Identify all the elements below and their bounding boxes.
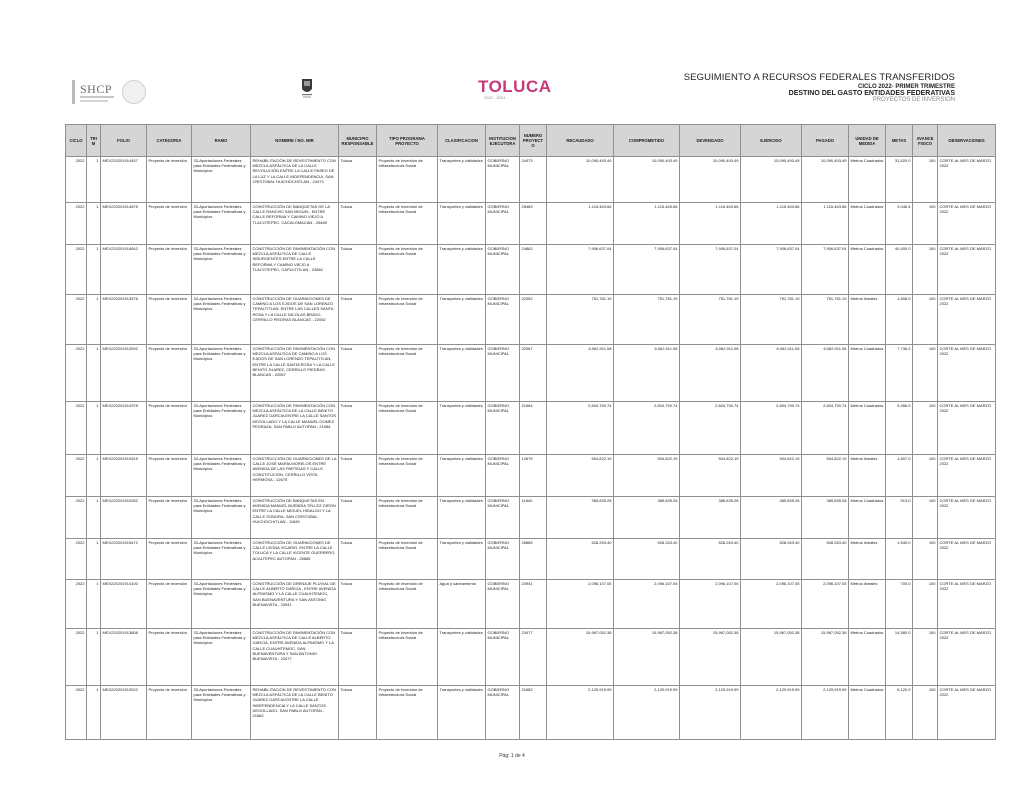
cell-numero: 11840 [520, 497, 547, 539]
cell-devengado: 385,835.28 [680, 497, 741, 539]
cell-categoria: Proyecto de inversión [147, 686, 192, 740]
cell-comprometido: 504,822.19 [614, 455, 680, 497]
cell-unidad: Metros Cuadrados [849, 245, 886, 295]
cell-ejercido: 504,822.19 [741, 455, 802, 497]
cell-ciclo: 2022 [66, 497, 87, 539]
cell-trim: 1 [87, 245, 101, 295]
column-header: RECAUDADO [547, 125, 614, 157]
cell-avance: 100 [913, 245, 938, 295]
cell-numero: 21682 [520, 686, 547, 740]
cell-municipio: Toluca [339, 157, 377, 203]
cell-observaciones: CORTE AL MES DE MARZO 2022 [938, 455, 996, 497]
cell-categoria: Proyecto de inversión [147, 629, 192, 686]
cell-recaudado: 1,115,463.66 [547, 203, 614, 245]
cell-folio: MEX220201914875 [101, 203, 147, 245]
cell-numero: 26885 [520, 539, 547, 580]
cell-institucion: GOBIERNO MUNICIPAL [486, 580, 520, 629]
cell-unidad: Metros lineales [849, 455, 886, 497]
cell-institucion: GOBIERNO MUNICIPAL [486, 203, 520, 245]
cell-numero: 23477 [520, 629, 547, 686]
table-row [66, 402, 996, 455]
cell-institucion: GOBIERNO MUNICIPAL [486, 455, 520, 497]
cell-numero: 21584 [520, 402, 547, 455]
cell-devengado: 15,967,052.38 [680, 629, 741, 686]
cell-numero: 12675 [520, 455, 547, 497]
cell-recaudado: 2,096,107.05 [547, 580, 614, 629]
cell-trim: 1 [87, 455, 101, 497]
cell-nombre: CONSTRUCCIÓN DE DRENAJE PLUVIAL DE CALLE ALBERTO GARCIA , ENTRE AVENIDA ALPINISMO Y LA CALLE CUAUHTEMOC, SAN BUENAVENTURA Y SAN ANTONIO BUENAVISTA - 23941 [251, 580, 339, 629]
toluca-logo-tagline: 2022 - 2024 [484, 95, 506, 100]
cell-observaciones: CORTE AL MES DE MARZO 2022 [938, 245, 996, 295]
cell-devengado: 6,062,911.08 [680, 345, 741, 402]
cell-folio: MEX220201914642 [101, 245, 147, 295]
column-header: EJERCIDO [741, 125, 802, 157]
cell-pagado: 528,263.40 [802, 539, 849, 580]
report-title-block [684, 72, 955, 103]
column-header: OBSERVACIONES [938, 125, 996, 157]
cell-institucion: GOBIERNO MUNICIPAL [486, 245, 520, 295]
cell-ciclo: 2022 [66, 345, 87, 402]
table-row [66, 295, 996, 345]
cell-ramo: 33-Aportaciones Federales para Entidades Federativas y Municipios [192, 245, 251, 295]
cell-devengado: 528,263.40 [680, 539, 741, 580]
cell-tipo: Proyecto de Inversión de Infraestructura Social [377, 157, 438, 203]
cell-avance: 100 [913, 402, 938, 455]
cell-ramo: 33-Aportaciones Federales para Entidades Federativas y Municipios [192, 629, 251, 686]
cell-municipio: Toluca [339, 497, 377, 539]
cell-ciclo: 2022 [66, 455, 87, 497]
cell-observaciones: CORTE AL MES DE MARZO 2022 [938, 402, 996, 455]
cell-observaciones: CORTE AL MES DE MARZO 2022 [938, 629, 996, 686]
column-header: PAGADO [802, 125, 849, 157]
cell-nombre: CONSTRUCCIÓN DE PAVIMENTACIÓN CON MEZCLA ASFÁLTICA DE CALLE ALBERTO GARCIA, ENTRE AVENIDA ALPINISMO Y LA CALLE CUAUHTEMOC, SAN BUENAVENTURA Y SAN ANTONIO BUENAVISTA - 23477 [251, 629, 339, 686]
cell-comprometido: 15,967,052.38 [614, 629, 680, 686]
cell-tipo: Proyecto de Inversión de Infraestructura Social [377, 455, 438, 497]
cell-municipio: Toluca [339, 345, 377, 402]
cell-numero: 25489 [520, 203, 547, 245]
cell-comprometido: 2,096,107.05 [614, 580, 680, 629]
cell-avance: 100 [913, 580, 938, 629]
report-destination: DESTINO DEL GASTO ENTIDADES FEDERATIVAS [788, 90, 955, 97]
cell-institucion: GOBIERNO MUNICIPAL [486, 157, 520, 203]
cell-ciclo: 2022 [66, 295, 87, 345]
cell-categoria: Proyecto de inversión [147, 455, 192, 497]
cell-recaudado: 10,090,493.49 [547, 157, 614, 203]
cell-comprometido: 385,835.28 [614, 497, 680, 539]
cell-comprometido: 2,604,790.74 [614, 402, 680, 455]
cell-folio: MEX220201910519 [101, 455, 147, 497]
cell-metas: 6,120.0 [886, 686, 913, 740]
cell-nombre: CONSTRUCCIÓN DE GUARNICIONES DE CALLE LEONA VICARIO, ENTRE LA CALLE TOLUCA Y LA CALLE VICENTE GUERRERO, ACALTEPEC AUTOPAN - 26885 [251, 539, 339, 580]
cell-avance: 100 [913, 157, 938, 203]
projects-table [65, 124, 996, 740]
column-header: AVANCE FISICO [913, 125, 938, 157]
cell-observaciones: CORTE AL MES DE MARZO 2022 [938, 203, 996, 245]
cell-devengado: 2,604,790.74 [680, 402, 741, 455]
report-title: SEGUIMIENTO A RECURSOS FEDERALES TRANSFERIDOS [683, 72, 955, 83]
column-header: CICLO [66, 125, 87, 157]
table-row [66, 686, 996, 740]
column-header: UNIDAD DE MEDIDA [849, 125, 886, 157]
cell-municipio: Toluca [339, 203, 377, 245]
cell-folio: MEX220201913022 [101, 686, 147, 740]
table-row [66, 203, 996, 245]
column-header: NOMBRE / NO. MIR [251, 125, 339, 157]
cell-ejercido: 385,835.28 [741, 497, 802, 539]
cell-municipio: Toluca [339, 245, 377, 295]
column-header: TRIM [87, 125, 101, 157]
cell-categoria: Proyecto de inversión [147, 580, 192, 629]
cell-clasificacion: Transportes y vialidades [438, 203, 486, 245]
cell-recaudado: 15,967,052.38 [547, 629, 614, 686]
cell-ramo: 33-Aportaciones Federales para Entidades Federativas y Municipios [192, 203, 251, 245]
cell-metas: 913.0 [886, 497, 913, 539]
cell-institucion: GOBIERNO MUNICIPAL [486, 539, 520, 580]
cell-trim: 1 [87, 402, 101, 455]
cell-observaciones: CORTE AL MES DE MARZO 2022 [938, 345, 996, 402]
cell-comprometido: 528,263.40 [614, 539, 680, 580]
cell-pagado: 385,835.28 [802, 497, 849, 539]
table-header-row [66, 125, 996, 157]
cell-clasificacion: Transportes y vialidades [438, 497, 486, 539]
cell-ejercido: 2,096,107.05 [741, 580, 802, 629]
column-header: COMPROMETIDO [614, 125, 680, 157]
cell-trim: 1 [87, 345, 101, 402]
cell-unidad: Metros Cuadrados [849, 157, 886, 203]
cell-nombre: CONSTRUCCIÓN DE PAVIMENTACIÓN CON MEZCLA ASFÁLTICA DE CAMINO A LOS EJIDOS DE SAN LORENZO TEPALTITLAN, ENTRE LA CALLE SANTA ROSA Y LA CALLE BENITO JUAREZ, CERRILLO PIEDRAS BLANCAS - 22067 [251, 345, 339, 402]
cell-unidad: Metros lineales [849, 580, 886, 629]
cell-recaudado: 385,835.28 [547, 497, 614, 539]
cell-metas: 7,736.2 [886, 345, 913, 402]
cell-tipo: Proyecto de Inversión de Infraestructura Social [377, 629, 438, 686]
cell-clasificacion: Transportes y vialidades [438, 245, 486, 295]
cell-clasificacion: Transportes y vialidades [438, 295, 486, 345]
cell-ejercido: 6,062,911.08 [741, 345, 802, 402]
cell-ciclo: 2022 [66, 203, 87, 245]
cell-unidad: Metros Cuadrados [849, 686, 886, 740]
cell-ejercido: 15,967,052.38 [741, 629, 802, 686]
cell-ejercido: 528,263.40 [741, 539, 802, 580]
cell-municipio: Toluca [339, 686, 377, 740]
cell-observaciones: CORTE AL MES DE MARZO 2022 [938, 539, 996, 580]
cell-institucion: GOBIERNO MUNICIPAL [486, 295, 520, 345]
toluca-logo [476, 77, 556, 103]
cell-ciclo: 2022 [66, 539, 87, 580]
cell-comprometido: 7,906,637.04 [614, 245, 680, 295]
cell-ramo: 33-Aportaciones Federales para Entidades Federativas y Municipios [192, 295, 251, 345]
cell-avance: 100 [913, 345, 938, 402]
cell-pagado: 7,906,637.04 [802, 245, 849, 295]
cell-numero: 22052 [520, 295, 547, 345]
cell-ramo: 33-Aportaciones Federales para Entidades Federativas y Municipios [192, 580, 251, 629]
cell-numero: 24862 [520, 245, 547, 295]
cell-unidad: Metros Cuadrados [849, 203, 886, 245]
table-row [66, 629, 996, 686]
cell-avance: 100 [913, 295, 938, 345]
cell-ejercido: 10,090,493.49 [741, 157, 802, 203]
cell-ejercido: 751,781.19 [741, 295, 802, 345]
cell-clasificacion: Transportes y vialidades [438, 686, 486, 740]
edomex-shield-icon [300, 77, 314, 99]
cell-devengado: 1,115,463.66 [680, 203, 741, 245]
cell-ramo: 33-Aportaciones Federales para Entidades Federativas y Municipios [192, 686, 251, 740]
cell-ciclo: 2022 [66, 245, 87, 295]
cell-ejercido: 1,115,463.66 [741, 203, 802, 245]
cell-observaciones: CORTE AL MES DE MARZO 2022 [938, 497, 996, 539]
column-header: CATEGORIA [147, 125, 192, 157]
cell-municipio: Toluca [339, 580, 377, 629]
cell-folio: MEX220201914100 [101, 580, 147, 629]
cell-ciclo: 2022 [66, 580, 87, 629]
cell-numero: 24473 [520, 157, 547, 203]
cell-trim: 1 [87, 497, 101, 539]
cell-institucion: GOBIERNO MUNICIPAL [486, 345, 520, 402]
cell-ciclo: 2022 [66, 686, 87, 740]
cell-trim: 1 [87, 295, 101, 345]
cell-trim: 1 [87, 580, 101, 629]
cell-clasificacion: Transportes y vialidades [438, 539, 486, 580]
cell-unidad: Metros Cuadrados [849, 497, 886, 539]
cell-comprometido: 2,129,919.99 [614, 686, 680, 740]
table-row [66, 539, 996, 580]
column-header: METAS [886, 125, 913, 157]
cell-avance: 100 [913, 497, 938, 539]
cell-institucion: GOBIERNO MUNICIPAL [486, 686, 520, 740]
cell-ciclo: 2022 [66, 402, 87, 455]
cell-comprometido: 10,090,493.49 [614, 157, 680, 203]
shcp-logo-text: SHCP [80, 82, 113, 96]
cell-categoria: Proyecto de inversión [147, 345, 192, 402]
shcp-logo [66, 80, 152, 104]
cell-trim: 1 [87, 539, 101, 580]
cell-institucion: GOBIERNO MUNICIPAL [486, 497, 520, 539]
cell-tipo: Proyecto de Inversión de Infraestructura Social [377, 580, 438, 629]
cell-pagado: 2,129,919.99 [802, 686, 849, 740]
cell-trim: 1 [87, 203, 101, 245]
cell-unidad: Metros lineales [849, 295, 886, 345]
cell-folio: MEX220201913592 [101, 345, 147, 402]
cell-folio: MEX220201915472 [101, 539, 147, 580]
cell-municipio: Toluca [339, 295, 377, 345]
cell-pagado: 2,096,107.05 [802, 580, 849, 629]
column-header: FOLIO [101, 125, 147, 157]
cell-recaudado: 7,906,637.04 [547, 245, 614, 295]
cell-avance: 100 [913, 629, 938, 686]
cell-clasificacion: Transportes y vialidades [438, 345, 486, 402]
cell-nombre: REHABILITACIÓN DE REVESTIMIENTO CON MEZCLA ASFÁLTICA DE LA CALLE REVOLUCIÓN ENTRE LA CALLE PASEO DE LA LUZ Y LA CALLE INDEPENDENCIA, SAN CRISTOBAL HUICHOCHITLAN - 24473 [251, 157, 339, 203]
cell-recaudado: 504,822.19 [547, 455, 614, 497]
cell-clasificacion: Agua y saneamiento [438, 580, 486, 629]
cell-comprometido: 1,115,463.66 [614, 203, 680, 245]
cell-categoria: Proyecto de inversión [147, 539, 192, 580]
cell-ramo: 33-Aportaciones Federales para Entidades Federativas y Municipios [192, 497, 251, 539]
cell-ramo: 33-Aportaciones Federales para Entidades Federativas y Municipios [192, 402, 251, 455]
cell-ciclo: 2022 [66, 629, 87, 686]
cell-devengado: 2,096,107.05 [680, 580, 741, 629]
cell-ramo: 33-Aportaciones Federales para Entidades Federativas y Municipios [192, 455, 251, 497]
cell-devengado: 751,781.19 [680, 295, 741, 345]
cell-observaciones: CORTE AL MES DE MARZO 2022 [938, 295, 996, 345]
cell-categoria: Proyecto de inversión [147, 295, 192, 345]
cell-folio: MEX220201914457 [101, 157, 147, 203]
toluca-logo-text: TOLUCA [478, 77, 552, 96]
table-row [66, 455, 996, 497]
cell-unidad: Metros lineales [849, 539, 886, 580]
cell-metas: 40,400.0 [886, 245, 913, 295]
national-seal-icon [122, 80, 146, 104]
table-row [66, 345, 996, 402]
cell-metas: 9,456.0 [886, 402, 913, 455]
cell-nombre: REHABILITACIÓN DE REVESTIMIENTO CON MEZCLA ASFÁLTICA DE LA CALLE BENITO JUAREZ GARCIA ENTRE LA CALLE INDEPENDENCIA Y LA CALLE SANTOS DEGOLLADO, SAN PABLO AUTOPAN - 21682 [251, 686, 339, 740]
cell-trim: 1 [87, 157, 101, 203]
column-header: INSTITUCION EJECUTORA [486, 125, 520, 157]
cell-categoria: Proyecto de inversión [147, 203, 192, 245]
cell-nombre: CONSTRUCCIÓN DE PAVIMENTACIÓN CON MEZCLA ASFÁLTICA DE LA CALLE BENITO JUAREZ GARCIA ENTRE LA CALLE SANTOS DEGOLLADO Y LA CALLE MANUEL GOMEZ PEDRAZA, SAN PABLO AUTOPAN - 21584 [251, 402, 339, 455]
cell-avance: 100 [913, 539, 938, 580]
table-row [66, 580, 996, 629]
cell-ramo: 33-Aportaciones Federales para Entidades Federativas y Municipios [192, 345, 251, 402]
cell-pagado: 10,090,493.49 [802, 157, 849, 203]
cell-metas: 1,608.0 [886, 295, 913, 345]
cell-observaciones: CORTE AL MES DE MARZO 2022 [938, 157, 996, 203]
cell-devengado: 2,129,919.99 [680, 686, 741, 740]
cell-pagado: 504,822.19 [802, 455, 849, 497]
table-row [66, 497, 996, 539]
cell-recaudado: 6,062,911.08 [547, 345, 614, 402]
cell-folio: MEX220201910282 [101, 497, 147, 539]
cell-municipio: Toluca [339, 455, 377, 497]
cell-ejercido: 2,129,919.99 [741, 686, 802, 740]
cell-municipio: Toluca [339, 402, 377, 455]
table-row [66, 245, 996, 295]
cell-folio: MEX220201913576 [101, 295, 147, 345]
table-row [66, 157, 996, 203]
cell-unidad: Metros Cuadrados [849, 345, 886, 402]
cell-unidad: Metros Cuadrados [849, 629, 886, 686]
cell-metas: 1,540.0 [886, 539, 913, 580]
cell-nombre: CONSTRUCCIÓN DE PAVIMENTACIÓN CON MEZCLA ASFÁLTICA DE CALLE INSURGENTES ENTRE LA CALLE REFORMA Y CAMINO VIEJO A TLACOTEPEC, CAPULTITLAN - 24862 [251, 245, 339, 295]
cell-institucion: GOBIERNO MUNICIPAL [486, 402, 520, 455]
cell-tipo: Proyecto de Inversión de Infraestructura Social [377, 497, 438, 539]
cell-ramo: 33-Aportaciones Federales para Entidades Federativas y Municipios [192, 539, 251, 580]
report-section: PROYECTOS DE INVERSION [872, 97, 955, 103]
cell-pagado: 15,967,052.38 [802, 629, 849, 686]
cell-recaudado: 2,129,919.99 [547, 686, 614, 740]
cell-tipo: Proyecto de Inversión de Infraestructura Social [377, 295, 438, 345]
cell-recaudado: 528,263.40 [547, 539, 614, 580]
cell-observaciones: CORTE AL MES DE MARZO 2022 [938, 686, 996, 740]
cell-pagado: 1,115,463.66 [802, 203, 849, 245]
cell-nombre: CONSTRUCCIÓN DE BANQUETAS DE LA CALLE RANCHO SAN MIGUEL, ENTRE CALLE REFORMA Y CAMINO VIEJO A TLACOTEPEC, CACALOMACAN - 25489 [251, 203, 339, 245]
cell-clasificacion: Transportes y vialidades [438, 157, 486, 203]
cell-ramo: 33-Aportaciones Federales para Entidades Federativas y Municipios [192, 157, 251, 203]
cell-municipio: Toluca [339, 539, 377, 580]
cell-metas: 31,520.0 [886, 157, 913, 203]
cell-institucion: GOBIERNO MUNICIPAL [486, 629, 520, 686]
cell-trim: 1 [87, 629, 101, 686]
column-header: RAMO [192, 125, 251, 157]
cell-ejercido: 7,906,637.04 [741, 245, 802, 295]
cell-tipo: Proyecto de Inversión de Infraestructura Social [377, 245, 438, 295]
cell-tipo: Proyecto de Inversión de Infraestructura Social [377, 203, 438, 245]
column-header: CLASIFICACION [438, 125, 486, 157]
cell-observaciones: CORTE AL MES DE MARZO 2022 [938, 580, 996, 629]
cell-clasificacion: Transportes y vialidades [438, 402, 486, 455]
cell-nombre: CONSTRUCCIÓN DE GUARNICIONES DE LA CALLE JOSÉ MARÍA MORELOS ENTRE AVENIDA DE LAS PARTIDAS Y CALLE CONSTITUCIÓN, CERRILLO VISTA HERMOSA - 12675 [251, 455, 339, 497]
cell-comprometido: 751,781.19 [614, 295, 680, 345]
cell-metas: 14,580.0 [886, 629, 913, 686]
cell-devengado: 7,906,637.04 [680, 245, 741, 295]
cell-metas: 700.0 [886, 580, 913, 629]
cell-municipio: Toluca [339, 629, 377, 686]
cell-tipo: Proyecto de Inversión de Infraestructura Social [377, 539, 438, 580]
cell-metas: 3,046.4 [886, 203, 913, 245]
cell-categoria: Proyecto de inversión [147, 245, 192, 295]
cell-pagado: 2,604,790.74 [802, 402, 849, 455]
cell-folio: MEX220201913808 [101, 629, 147, 686]
cell-nombre: CONSTRUCCIÓN DE GUARNICIONES DE CAMINO A LOS EJIDOS DE SAN LORENZO TEPALTITLAN, ENTRE LAS CALLES SANTA ROSA Y LA CALLE NICOLAS BRAVO, CERRILLO PIEDRAS BLANCAS - 22052 [251, 295, 339, 345]
cell-pagado: 751,781.19 [802, 295, 849, 345]
cell-nombre: CONSTRUCCIÓN DE BANQUETAS EN AVENIDA MANUEL BUENDÍA TÉLLEZ GIRÓN ENTRE LA CALLE MIGUEL HIDALGO Y LA CALLE SONORA, SAN CRISTOBAL HUICHOCHITLAN - 11840 [251, 497, 339, 539]
page-number: Pág: 1 de 4 [499, 753, 525, 759]
cell-avance: 100 [913, 686, 938, 740]
cell-unidad: Metros Cuadrados [849, 402, 886, 455]
cell-ejercido: 2,604,790.74 [741, 402, 802, 455]
cell-avance: 100 [913, 455, 938, 497]
cell-devengado: 10,090,493.49 [680, 157, 741, 203]
report-cycle: CICLO 2022- PRIMER TRIMESTRE [857, 84, 955, 90]
cell-devengado: 504,822.19 [680, 455, 741, 497]
cell-avance: 100 [913, 203, 938, 245]
cell-categoria: Proyecto de inversión [147, 157, 192, 203]
cell-trim: 1 [87, 686, 101, 740]
cell-numero: 23941 [520, 580, 547, 629]
cell-recaudado: 751,781.19 [547, 295, 614, 345]
column-header: NUMERO PROYECTO [520, 125, 547, 157]
cell-metas: 1,607.0 [886, 455, 913, 497]
cell-recaudado: 2,604,790.74 [547, 402, 614, 455]
cell-comprometido: 6,062,911.08 [614, 345, 680, 402]
cell-clasificacion: Transportes y vialidades [438, 629, 486, 686]
cell-tipo: Proyecto de Inversión de Infraestructura Social [377, 686, 438, 740]
cell-tipo: Proyecto de Inversión de Infraestructura Social [377, 345, 438, 402]
cell-ciclo: 2022 [66, 157, 87, 203]
cell-folio: MEX220201912978 [101, 402, 147, 455]
column-header: DEVENGADO [680, 125, 741, 157]
cell-categoria: Proyecto de inversión [147, 402, 192, 455]
cell-clasificacion: Transportes y vialidades [438, 455, 486, 497]
column-header: MUNICIPIO RESPONSABLE [339, 125, 377, 157]
column-header: TIPO PROGRAMA PROYECTO [377, 125, 438, 157]
cell-tipo: Proyecto de Inversión de Infraestructura Social [377, 402, 438, 455]
cell-categoria: Proyecto de inversión [147, 497, 192, 539]
cell-pagado: 6,062,911.08 [802, 345, 849, 402]
cell-numero: 22067 [520, 345, 547, 402]
